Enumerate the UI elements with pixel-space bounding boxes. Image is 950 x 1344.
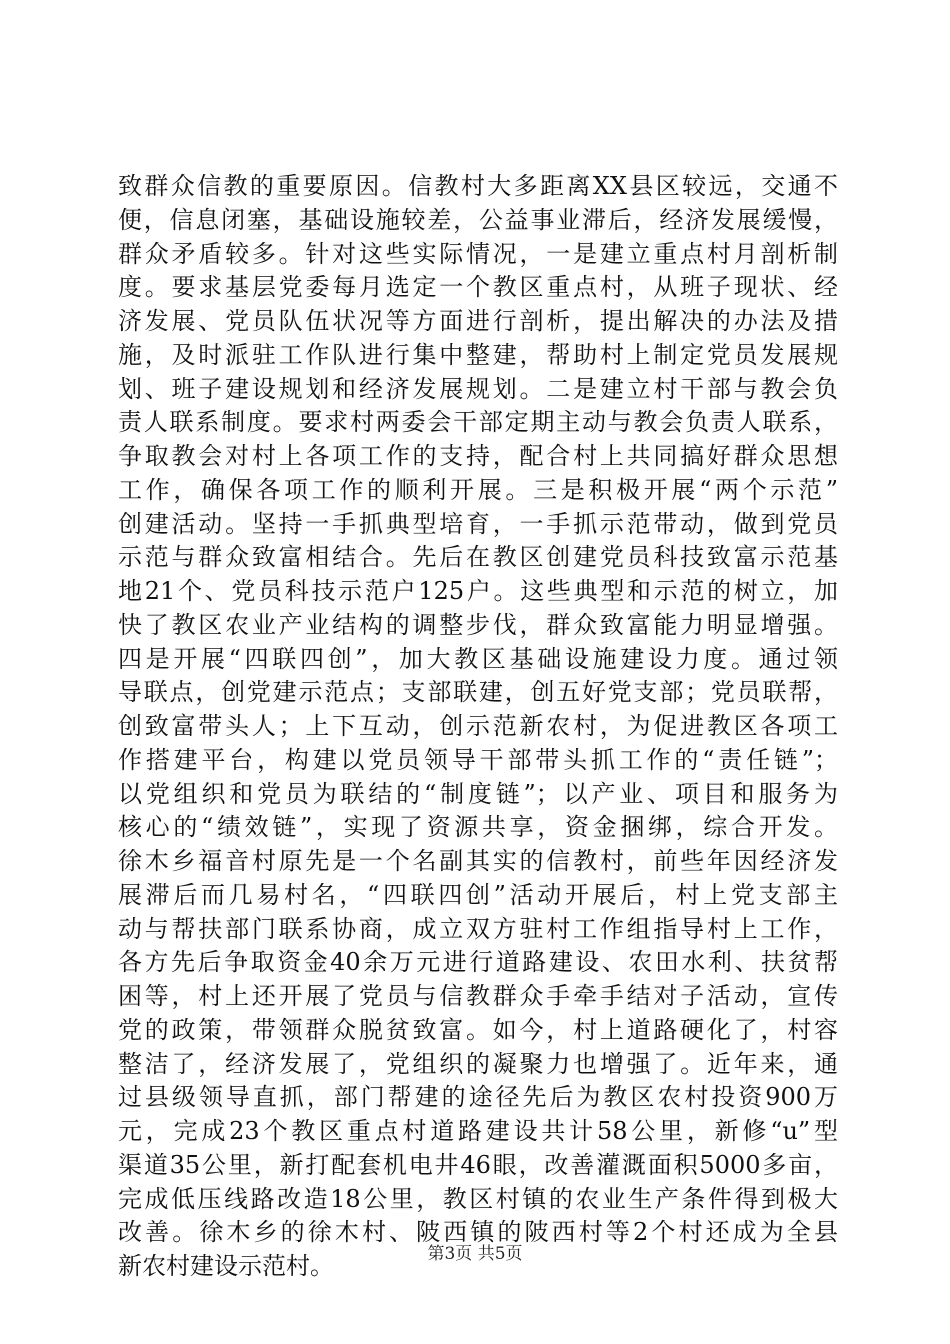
text-line: 致群众信教的重要原因。信教村大多距离XX县区较远，交通不 bbox=[118, 172, 838, 200]
text-line: 划、班子建设规划和经济发展规划。二是建立村干部与教会负 bbox=[118, 374, 838, 403]
text-line: 示范与群众致富相结合。先后在教区创建党员科技致富示范基 bbox=[118, 543, 838, 572]
text-line: 徐木乡福音村原先是一个名副其实的信教村，前些年因经济发 bbox=[118, 847, 838, 875]
text-line: 施，及时派驻工作队进行集中整建，帮助村上制定党员发展规 bbox=[118, 340, 838, 369]
page-number-footer: 第3页 共5页 bbox=[427, 1244, 523, 1264]
text-line: 新农村建设示范村。 bbox=[118, 1252, 334, 1280]
text-line: 创致富带头人；上下互动，创示范新农村，为促进教区各项工 bbox=[118, 712, 838, 740]
text-line: 济发展、党员队伍状况等方面进行剖析，提出解决的办法及措 bbox=[118, 307, 838, 335]
text-line: 改善。徐木乡的徐木村、陂西镇的陂西村等2个村还成为全县 bbox=[118, 1218, 838, 1247]
text-line: 动与帮扶部门联系协商，成立双方驻村工作组指导村上工作， bbox=[118, 914, 838, 943]
text-line: 四是开展“四联四创”，加大教区基础设施建设力度。通过领 bbox=[118, 644, 838, 673]
text-line: 作搭建平台，构建以党员领导干部带头抓工作的“责任链”； bbox=[118, 745, 838, 774]
text-line: 展滞后而几易村名，“四联四创”活动开展后，村上党支部主 bbox=[118, 880, 838, 909]
text-line: 导联点，创党建示范点；支部联建，创五好党支部；党员联帮， bbox=[118, 678, 838, 707]
text-line: 核心的“绩效链”，实现了资源共享，资金捆绑，综合开发。 bbox=[118, 813, 838, 842]
text-line: 度。要求基层党委每月选定一个教区重点村，从班子现状、经 bbox=[118, 273, 838, 302]
text-line: 争取教会对村上各项工作的支持，配合村上共同搞好群众思想 bbox=[118, 442, 838, 470]
text-line: 元，完成23个教区重点村道路建设共计58公里，新修“u”型 bbox=[118, 1117, 838, 1145]
text-line: 党的政策，带领群众脱贫致富。如今，村上道路硬化了，村容 bbox=[118, 1015, 838, 1044]
text-line: 渠道35公里，新打配套机电井46眼，改善灌溉面积5000多亩， bbox=[118, 1150, 838, 1179]
text-line: 工作，确保各项工作的顺利开展。三是积极开展“两个示范” bbox=[118, 475, 838, 504]
text-line: 快了教区农业产业结构的调整步伐，群众致富能力明显增强。 bbox=[118, 610, 838, 639]
text-line: 地21个、党员科技示范户125户。这些典型和示范的树立，加 bbox=[118, 577, 838, 605]
text-line: 困等，村上还开展了党员与信教群众手牵手结对子活动，宣传 bbox=[118, 982, 838, 1010]
text-line: 各方先后争取资金40余万元进行道路建设、农田水利、扶贫帮 bbox=[118, 948, 838, 977]
text-line: 责人联系制度。要求村两委会干部定期主动与教会负责人联系， bbox=[118, 408, 838, 437]
body-paragraph bbox=[118, 170, 838, 1284]
text-line: 便，信息闭塞，基础设施较差，公益事业滞后，经济发展缓慢， bbox=[118, 205, 838, 234]
text-line: 整洁了，经济发展了，党组织的凝聚力也增强了。近年来，通 bbox=[118, 1049, 838, 1078]
text-line: 过县级领导直抓，部门帮建的途径先后为教区农村投资900万 bbox=[118, 1083, 838, 1112]
text-line: 群众矛盾较多。针对这些实际情况，一是建立重点村月剖析制 bbox=[118, 239, 838, 268]
text-line: 创建活动。坚持一手抓典型培育，一手抓示范带动，做到党员 bbox=[118, 509, 838, 538]
text-line: 以党组织和党员为联结的“制度链”；以产业、项目和服务为 bbox=[118, 779, 838, 808]
text-line: 完成低压线路改造18公里，教区村镇的农业生产条件得到极大 bbox=[118, 1184, 838, 1213]
